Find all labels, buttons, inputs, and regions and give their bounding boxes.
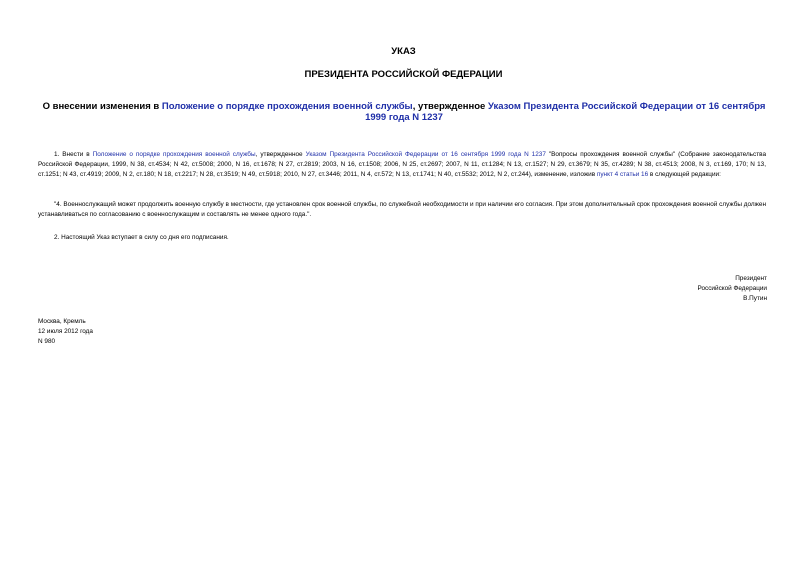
subtitle-text-1: О внесении изменения в: [42, 101, 162, 112]
signature-name: В.Путин: [743, 295, 767, 302]
date: 12 июля 2012 года: [38, 328, 93, 335]
subtitle-text-2: , утвержденное: [412, 101, 488, 112]
paragraph-2-quote: "4. Военнослужащий может продолжить военную службу в местности, где установлен срок военной службы, по служебной необходимости и при наличии его согласия. При этом дополнительный срок прохождения военной службы должен устанавливаться по согласованию с военнослужащим и составлять не менее одного года.".: [38, 201, 766, 218]
issuer-title: ПРЕЗИДЕНТА РОССИЙСКОЙ ФЕДЕРАЦИИ: [304, 69, 503, 80]
document-number: N 980: [38, 338, 56, 345]
document-subtitle: [34, 101, 774, 123]
p1-text-1: 1. Внести в: [54, 151, 93, 158]
signature-position: Президент: [735, 275, 767, 282]
signature-block: [698, 274, 768, 304]
document-type-title: УКАЗ: [391, 46, 416, 57]
place-date-block: [38, 317, 93, 347]
p1-link-regulation[interactable]: Положение о порядке прохождения военной службы: [92, 151, 256, 158]
signature-country: Российской Федерации: [697, 285, 767, 292]
subtitle-link-regulation[interactable]: Положение о порядке прохождения военной службы: [161, 101, 413, 112]
p1-text-3: "Вопросы прохождения военной службы" (Собрание законодательства Российской Федерации, 1999, N 38, ст.4534; N 42, ст.5008; 2000, N 16, ст.1678; N 27, ст.2819; 2003, N 16, ст.1508; 2006, N 25, ст.2697; 2007, N 11, ст.1284; N 13, ст.1527; N 29, ст.3679; N 35, ст.4289; N 38, ст.4513; 2008, N 3, ст.169, 170; N 13, ст.1251; N 43, ст.4919; 2009, N 2, ст.180; N 18, ст.2217; N 28, ст.3519; N 49, ст.5918; 2010, N 27, ст.3446; 2011, N 4, ст.572; N 13, ст.1741; N 40, ст.5532; 2012, N 2, ст.244), изменение, изложив: [38, 151, 767, 178]
p1-text-4: в следующей редакции:: [648, 171, 721, 178]
place: Москва, Кремль: [38, 318, 86, 325]
paragraph-1: [38, 150, 766, 180]
p1-link-article[interactable]: пункт 4 статьи 16: [596, 171, 649, 178]
p1-link-decree[interactable]: Указом Президента Российской Федерации от 16 сентября 1999 года N 1237: [305, 151, 546, 158]
p1-text-2: , утвержденное: [255, 151, 306, 158]
paragraph-3: 2. Настоящий Указ вступает в силу со дня его подписания.: [54, 234, 229, 241]
subtitle-link-decree[interactable]: Указом Президента Российской Федерации от 16 сентября 1999 года N 1237: [365, 101, 766, 123]
